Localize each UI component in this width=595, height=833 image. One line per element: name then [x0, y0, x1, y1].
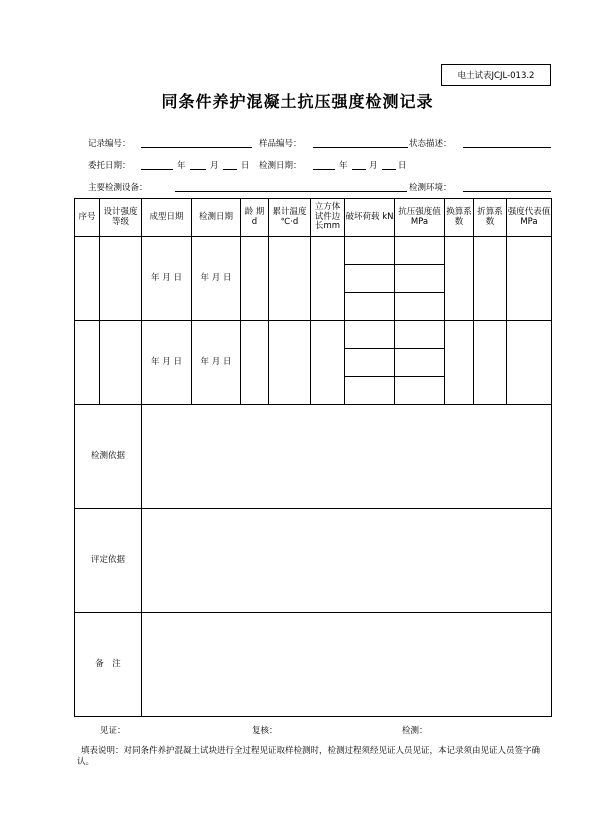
document-code: 电土试表JCJL-013.2 — [441, 64, 551, 86]
cell-comp-strength[interactable] — [395, 377, 445, 405]
cell-rep-strength[interactable] — [507, 321, 552, 405]
header-comp-strength: 抗压强度值 MPa — [395, 199, 445, 237]
record-no-label: 记录编号： — [88, 139, 131, 149]
month-label: 月 — [369, 161, 378, 171]
year-label: 年 — [339, 161, 348, 171]
cell-conversion-coef[interactable] — [445, 321, 474, 405]
environment-field[interactable] — [463, 191, 551, 192]
cell-test-date[interactable]: 年 月 日 — [192, 321, 241, 405]
header-conversion-coef: 换算系数 — [445, 199, 474, 237]
header-cum-temp: 累计温度 ℃·d — [269, 199, 311, 237]
cell-cum-temp[interactable] — [269, 321, 311, 405]
header-design-grade: 设计强度等级 — [100, 199, 142, 237]
cell-failure-load[interactable] — [345, 321, 395, 349]
main-equipment-field[interactable] — [175, 191, 407, 192]
header-failure-load: 破坏荷载 kN — [345, 199, 395, 237]
cell-failure-load[interactable] — [345, 265, 395, 293]
record-no-field[interactable] — [141, 147, 252, 148]
cell-seq[interactable] — [75, 321, 100, 405]
cell-forming-date[interactable]: 年 月 日 — [142, 237, 192, 321]
header-test-date: 检测日期 — [192, 199, 241, 237]
cell-comp-strength[interactable] — [395, 293, 445, 321]
main-equipment-label: 主要检测设备： — [88, 183, 148, 193]
test-day-field[interactable] — [382, 169, 396, 170]
fill-instructions: 填表说明：对同条件养护混凝土试块进行全过程见证取样检测时，检测过程须经见证人员见证，本记录须由见证人员签字确认。 — [77, 746, 541, 767]
tester-label: 检测： — [402, 726, 428, 736]
test-month-field[interactable] — [352, 169, 366, 170]
cell-comp-strength[interactable] — [395, 349, 445, 377]
test-year-field[interactable] — [313, 169, 335, 170]
reviewer-label: 复核： — [252, 726, 278, 736]
commission-year-field[interactable] — [141, 169, 173, 170]
cell-age[interactable] — [241, 237, 269, 321]
basis-eval-content[interactable] — [142, 509, 552, 613]
remarks-label: 备 注 — [75, 613, 142, 717]
cell-reduction-coef[interactable] — [474, 321, 507, 405]
cell-cum-temp[interactable] — [269, 237, 311, 321]
day-label: 日 — [398, 161, 407, 171]
cell-test-date[interactable]: 年 月 日 — [192, 237, 241, 321]
cell-failure-load[interactable] — [345, 237, 395, 265]
witness-label: 见证： — [100, 726, 126, 736]
cell-design-grade[interactable] — [100, 321, 142, 405]
page-title: 同条件养护混凝土抗压强度检测记录 — [161, 92, 434, 111]
record-table — [74, 198, 552, 717]
cell-comp-strength[interactable] — [395, 321, 445, 349]
day-label: 日 — [241, 161, 250, 171]
test-date-label: 检测日期： — [259, 161, 302, 171]
sample-no-label: 样品编号： — [259, 139, 302, 149]
cell-design-grade[interactable] — [100, 237, 142, 321]
cell-seq[interactable] — [75, 237, 100, 321]
status-desc-field[interactable] — [463, 147, 551, 148]
status-desc-label: 状态描述： — [409, 139, 452, 149]
basis-eval-label: 评定依据 — [75, 509, 142, 613]
commission-date-label: 委托日期： — [88, 161, 131, 171]
cell-failure-load[interactable] — [345, 293, 395, 321]
header-forming-date: 成型日期 — [142, 199, 192, 237]
year-label: 年 — [177, 161, 186, 171]
cell-age[interactable] — [241, 321, 269, 405]
cell-failure-load[interactable] — [345, 377, 395, 405]
month-label: 月 — [210, 161, 219, 171]
sample-no-field[interactable] — [313, 147, 408, 148]
cell-cube-side[interactable] — [311, 321, 345, 405]
cell-cube-side[interactable] — [311, 237, 345, 321]
header-rep-strength: 强度代表值 MPa — [507, 199, 552, 237]
basis-test-label: 检测依据 — [75, 405, 142, 509]
cell-reduction-coef[interactable] — [474, 237, 507, 321]
cell-failure-load[interactable] — [345, 349, 395, 377]
cell-comp-strength[interactable] — [395, 265, 445, 293]
environment-label: 检测环境： — [409, 183, 452, 193]
cell-rep-strength[interactable] — [507, 237, 552, 321]
header-reduction-coef: 折算系数 — [474, 199, 507, 237]
cell-comp-strength[interactable] — [395, 237, 445, 265]
basis-test-content[interactable] — [142, 405, 552, 509]
commission-day-field[interactable] — [223, 169, 237, 170]
header-seq: 序号 — [75, 199, 100, 237]
cell-conversion-coef[interactable] — [445, 237, 474, 321]
header-age: 龄 期 d — [241, 199, 269, 237]
header-cube-side: 立方体试件边长mm — [311, 199, 345, 237]
cell-forming-date[interactable]: 年 月 日 — [142, 321, 192, 405]
commission-month-field[interactable] — [190, 169, 206, 170]
remarks-content[interactable] — [142, 613, 552, 717]
